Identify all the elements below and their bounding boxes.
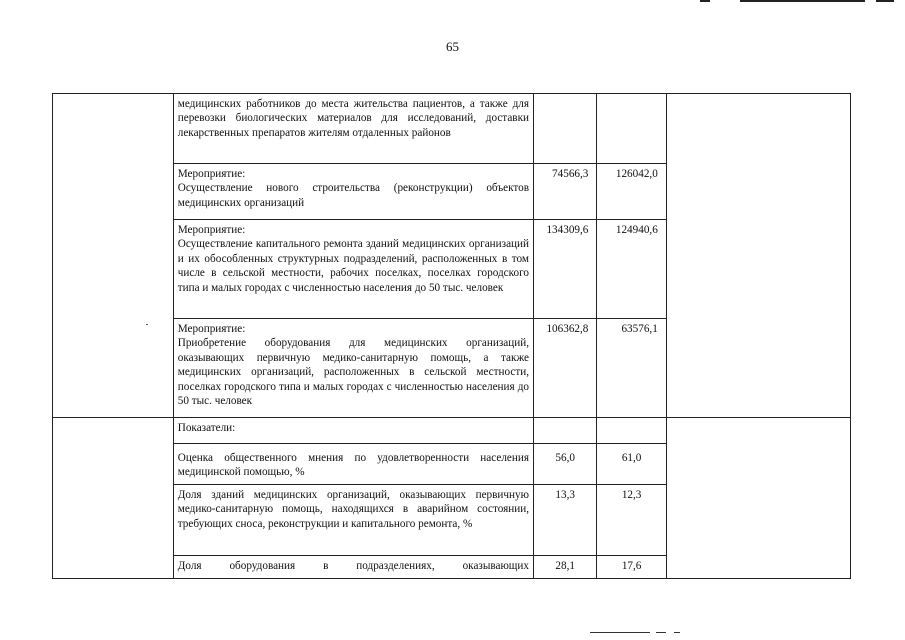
row-value-1: 28,1 [534, 556, 597, 579]
row-description: Оценка общественного мнения по удовлетворенности населения медицинской помощью, % [173, 444, 533, 485]
scan-artifact-bottom [590, 632, 690, 635]
notes-cell-lower [666, 418, 850, 579]
notes-cell-upper [666, 94, 850, 418]
row-description: Мероприятие: Осуществление капитального ремонта зданий медицинских организаций и их обособленных структурных подразделений, расположенных в том числе в сельской местности, рабочих поселках, поселках городского типа и малых городах с численностью населения до 50 тыс. человек [173, 220, 533, 319]
row-description: медицинских работников до места жительства пациентов, а также для перевозки биологических материалов для исследований, доставки лекарственных препаратов жителям отдаленных районов [173, 94, 533, 164]
row-description: Мероприятие: Приобретение оборудования для медицинских организаций, оказывающих первичную медико-санитарную помощь, а также медицинских организаций, расположенных в сельской местности, поселках городского типа и малых городах с численностью населения до 50 тыс. человек [173, 319, 533, 418]
table-row [53, 418, 851, 444]
row-description: Мероприятие: Осуществление нового строительства (реконструкции) объектов медицинских организаций [173, 164, 533, 220]
row-value-2: 124940,6 [597, 220, 666, 319]
page-number: 65 [446, 39, 459, 54]
row-description: Доля зданий медицинских организаций, оказывающих первичную медико-санитарную помощь, находящихся в аварийном состоянии, требующих сноса, реконструкции и капитального ремонта, % [173, 485, 533, 556]
row-value-2: 12,3 [597, 485, 666, 556]
row-value-1: 13,3 [534, 485, 597, 556]
section-cell-upper [53, 94, 174, 418]
row-description: Показатели: [173, 418, 533, 444]
row-value-1 [534, 94, 597, 164]
scan-artifact-top [700, 0, 900, 4]
row-value-2 [597, 418, 666, 444]
row-value-1: 56,0 [534, 444, 597, 485]
row-value-1 [534, 418, 597, 444]
row-value-2: 63576,1 [597, 319, 666, 418]
table-row [53, 94, 851, 164]
row-value-1: 106362,8 [534, 319, 597, 418]
row-value-2 [597, 94, 666, 164]
row-value-1: 134309,6 [534, 220, 597, 319]
row-description: Доля оборудования в подразделениях, оказывающих [173, 556, 533, 579]
row-value-2: 17,6 [597, 556, 666, 579]
program-table [52, 93, 851, 579]
row-value-2: 126042,0 [597, 164, 666, 220]
row-value-1: 74566,3 [534, 164, 597, 220]
row-value-2: 61,0 [597, 444, 666, 485]
section-cell-lower [53, 418, 174, 579]
